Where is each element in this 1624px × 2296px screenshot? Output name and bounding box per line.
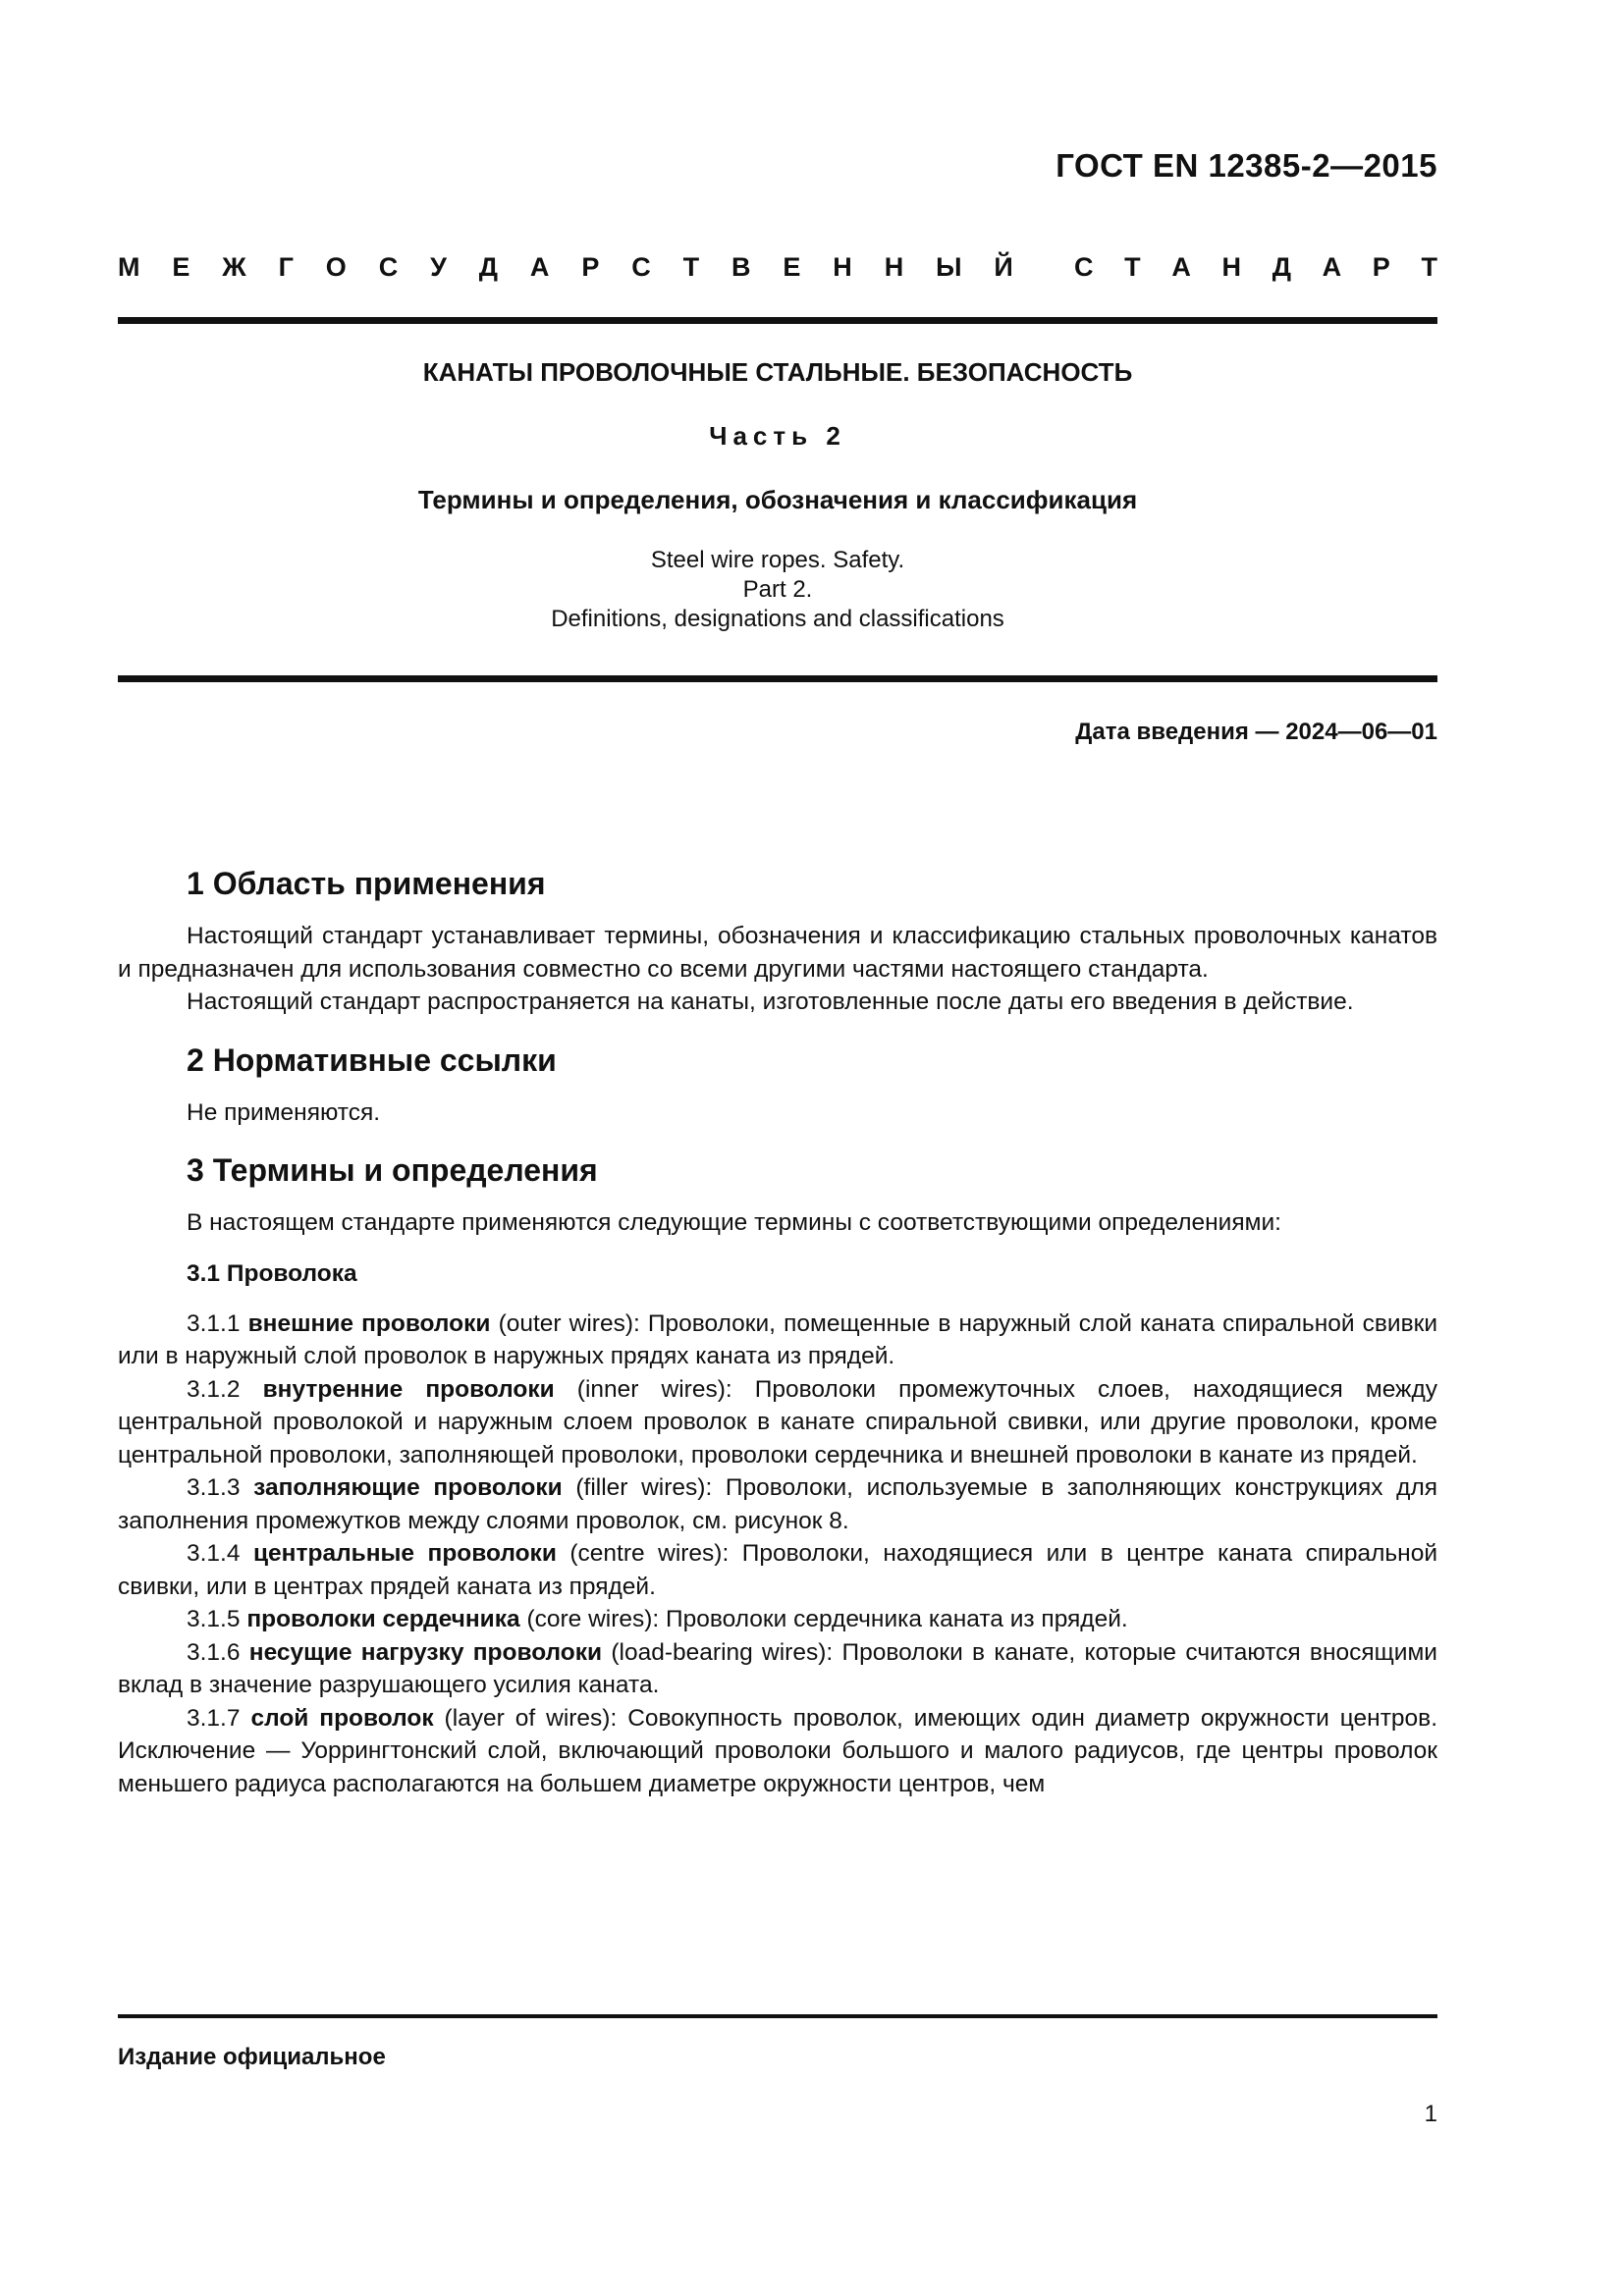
banner-letter: Т xyxy=(682,252,700,282)
banner-letter: Р xyxy=(1372,252,1390,282)
term-number: 3.1.4 xyxy=(187,1540,241,1567)
banner-letter: Е xyxy=(783,252,801,282)
banner-word-interstate xyxy=(118,252,1013,283)
banner-letter: Р xyxy=(581,252,600,282)
title-part: Часть 2 xyxy=(709,421,846,451)
footer-divider xyxy=(118,2014,1437,2018)
banner-letter: Н xyxy=(884,252,904,282)
section-2-heading: 2 Нормативные ссылки xyxy=(187,1041,557,1078)
banner-letter: Н xyxy=(833,252,852,282)
banner-letter: С xyxy=(631,252,651,282)
term-definition: (layer of wires): Совокупность проволок, имеющих один диаметр окружности центров. Исключение — Уоррингтонский слой, включающий проволоки большого и малого радиусов, где центры проволок меньшего радиуса располагаются на большем диаметре окружности центров, чем xyxy=(118,1704,1437,1797)
term-item xyxy=(118,1373,1437,1472)
official-edition-label: Издание официальное xyxy=(118,2044,386,2070)
term-definition: (filler wires): Проволоки, используемые в заполняющих конструкциях для заполнения промежутков между слоями проволок, см. рисунок 8. xyxy=(118,1474,1438,1534)
term-number: 3.1.3 xyxy=(187,1474,241,1501)
title-divider xyxy=(118,675,1437,682)
term-definition: (outer wires): Проволоки, помещенные в наружный слой каната спиральной свивки или в наружный слой проволок в наружных прядях каната из прядей. xyxy=(118,1309,1438,1369)
term-definition: (inner wires): Проволоки промежуточных слоев, находящиеся между центральной проволокой и наружным слоем проволок в канате спиральной свивки, или другие проволоки, кроме центральной проволоки, заполняющей проволоки, проволоки сердечника и внешней проволоки в канате из прядей. xyxy=(118,1375,1437,1468)
section-1-paragraph-2: Настоящий стандарт распространяется на канаты, изготовленные после даты его введения в действие. xyxy=(187,988,1354,1015)
banner-letter: Д xyxy=(478,252,499,282)
term-item xyxy=(118,1603,1437,1636)
banner-letter: Ж xyxy=(222,252,246,282)
banner-letter: С xyxy=(1074,252,1094,282)
term-number: 3.1.1 xyxy=(187,1309,241,1337)
banner-letter: Е xyxy=(172,252,190,282)
term-item xyxy=(118,1308,1437,1373)
section-2-paragraph-1: Не применяются. xyxy=(187,1098,381,1126)
subsection-3-1-heading: 3.1 Проволока xyxy=(187,1259,357,1287)
banner-letter: Т xyxy=(1421,252,1437,282)
banner-letter: Н xyxy=(1221,252,1242,282)
banner-letter: В xyxy=(731,252,751,282)
term-number: 3.1.6 xyxy=(187,1638,241,1666)
term-name: центральные проволоки xyxy=(253,1540,557,1567)
term-name: несущие нагрузку проволоки xyxy=(248,1638,603,1666)
banner-letter: Й xyxy=(994,252,1013,282)
banner-letter: А xyxy=(1322,252,1342,282)
banner-word-standard xyxy=(1074,252,1437,283)
banner-letter: Т xyxy=(1124,252,1141,282)
title-en-line3: Definitions, designations and classifications xyxy=(551,606,1004,632)
document-number: ГОСТ EN 12385-2—2015 xyxy=(1056,147,1437,184)
introduction-date: Дата введения — 2024—06—01 xyxy=(1075,719,1437,745)
term-name: проволоки сердечника xyxy=(246,1606,520,1632)
section-1-paragraph-1: Настоящий стандарт устанавливает термины, обозначения и классификацию стальных проволочных канатов и предназначен для использования совместно со всеми другими частями настоящего стандарта. xyxy=(118,923,1437,983)
term-name: заполняющие проволоки xyxy=(253,1474,563,1501)
section-3-paragraph-1: В настоящем стандарте применяются следующие термины с соответствующими определениями: xyxy=(187,1209,1281,1236)
title-main: КАНАТЫ ПРОВОЛОЧНЫЕ СТАЛЬНЫЕ. БЕЗОПАСНОСТЬ xyxy=(422,357,1133,387)
banner-letter: А xyxy=(529,252,550,282)
term-item xyxy=(118,1537,1437,1603)
section-1-heading: 1 Область применения xyxy=(187,866,546,901)
banner-letter: О xyxy=(325,252,347,282)
term-item xyxy=(118,1702,1437,1801)
term-number: 3.1.5 xyxy=(187,1606,241,1632)
title-en-line2: Part 2. xyxy=(742,576,813,603)
banner-letter: Ы xyxy=(936,252,962,282)
term-item xyxy=(118,1636,1437,1702)
interstate-standard-banner xyxy=(118,252,1437,283)
term-name: внутренние проволоки xyxy=(262,1375,555,1403)
banner-letter: А xyxy=(1171,252,1191,282)
term-definition: (core wires): Проволоки сердечника каната из прядей. xyxy=(526,1606,1128,1632)
section-3-heading: 3 Термины и определения xyxy=(187,1152,598,1188)
title-subtitle: Термины и определения, обозначения и классификация xyxy=(417,485,1138,514)
term-name: слой проволок xyxy=(250,1704,434,1732)
banner-letter: У xyxy=(430,252,447,282)
term-definition: (load-bearing wires): Проволоки в канате, которые считаются вносящими вклад в значение разрушающего усилия каната. xyxy=(118,1638,1437,1698)
banner-letter: Г xyxy=(278,252,294,282)
term-item xyxy=(118,1471,1437,1537)
banner-letter: С xyxy=(378,252,399,282)
term-number: 3.1.2 xyxy=(187,1375,241,1403)
term-number: 3.1.7 xyxy=(187,1704,241,1732)
term-name: внешние проволоки xyxy=(247,1309,491,1337)
top-divider xyxy=(118,317,1437,324)
title-en-line1: Steel wire ropes. Safety. xyxy=(650,547,905,573)
page-number: 1 xyxy=(1424,2101,1437,2127)
banner-letter: Д xyxy=(1272,252,1291,282)
title-english xyxy=(118,546,1437,634)
term-definition: (centre wires): Проволоки, находящиеся или в центре каната спиральной свивки, или в центрах прядей каната из прядей. xyxy=(118,1540,1438,1600)
document-body xyxy=(118,864,1437,1800)
banner-letter: М xyxy=(118,252,140,282)
